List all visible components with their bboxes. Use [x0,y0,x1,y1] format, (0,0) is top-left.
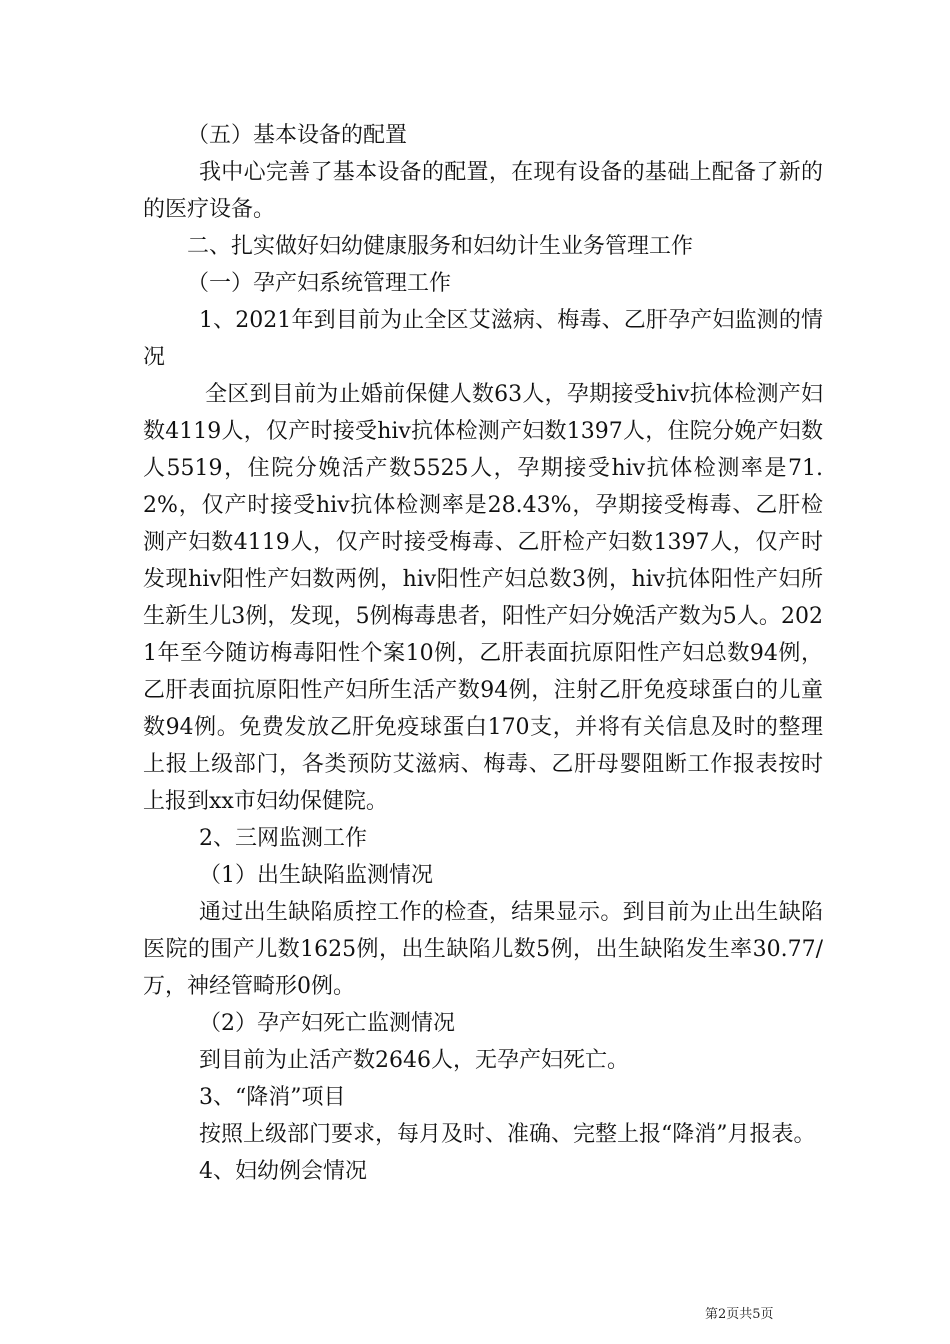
paragraph-jiangxiao-project: 按照上级部门要求，每月及时、准确、完整上报“降消”月报表。 [199,1122,816,1147]
item-heading-meeting: 4、妇幼例会情况 [199,1159,367,1184]
paragraph-equipment: 我中心完善了基本设备的配置，在现有设备的基础上配备了新的的医疗设备。 [143,160,823,222]
section-heading-maternal-child-health: 二、扎实做好妇幼健康服务和妇幼计生业务管理工作 [187,234,694,259]
paragraph-maternal-death: 到目前为止活产数2646人，无孕产妇死亡。 [199,1048,629,1073]
item-heading-three-networks: 2、三网监测工作 [199,826,367,851]
subitem-heading-maternal-death: （2）孕产妇死亡监测情况 [199,1011,455,1036]
subsection-heading-pregnancy-management: （一）孕产妇系统管理工作 [187,271,452,296]
item-heading-jiangxiao-project: 3、“降消”项目 [199,1085,346,1110]
subitem-heading-birth-defects: （1）出生缺陷监测情况 [199,863,433,888]
paragraph-birth-defects: 通过出生缺陷质控工作的检查，结果显示。到目前为止出生缺陷医院的围产儿数1625例，出生缺陷儿数5例，出生缺陷发生率30.77/万，神经管畸形0例。 [143,900,823,999]
paragraph-monitoring-details: 全区到目前为止婚前保健人数63人，孕期接受hiv抗体检测产妇数4119人，仅产时接受hiv抗体检测产妇数1397人，住院分娩产妇数人5519，住院分娩活产数5525人，孕期接受hiv抗体检测率是71.2%，仅产时接受hiv抗体检测率是28.43%，孕期接受梅毒、乙肝检测产妇数4119人，仅产时接受梅毒、乙肝检产妇数1397人，仅产时发现hiv阳性产妇数两例，hiv阳性产妇总数3例，hiv抗体阳性产妇所生新生儿3例，发现，5例梅毒患者，阳性产妇分娩活产数为5人。2021年至今随访梅毒阳性个案10例，乙肝表面抗原阳性产妇总数94例，乙肝表面抗原阳性产妇所生活产数94例，注射乙肝免疫球蛋白的儿童数94例。免费发放乙肝免疫球蛋白170支，并将有关信息及时的整理上报上级部门，各类预防艾滋病、梅毒、乙肝母婴阻断工作报表按时上报到xx市妇幼保健院。 [143,382,823,814]
item-heading-monitoring: 1、2021年到目前为止全区艾滋病、梅毒、乙肝孕产妇监测的情况 [143,308,823,370]
document-body [143,117,823,1190]
section-heading-basic-equipment: （五）基本设备的配置 [187,123,408,148]
page-number-footer: 第2页共5页 [705,1307,774,1322]
